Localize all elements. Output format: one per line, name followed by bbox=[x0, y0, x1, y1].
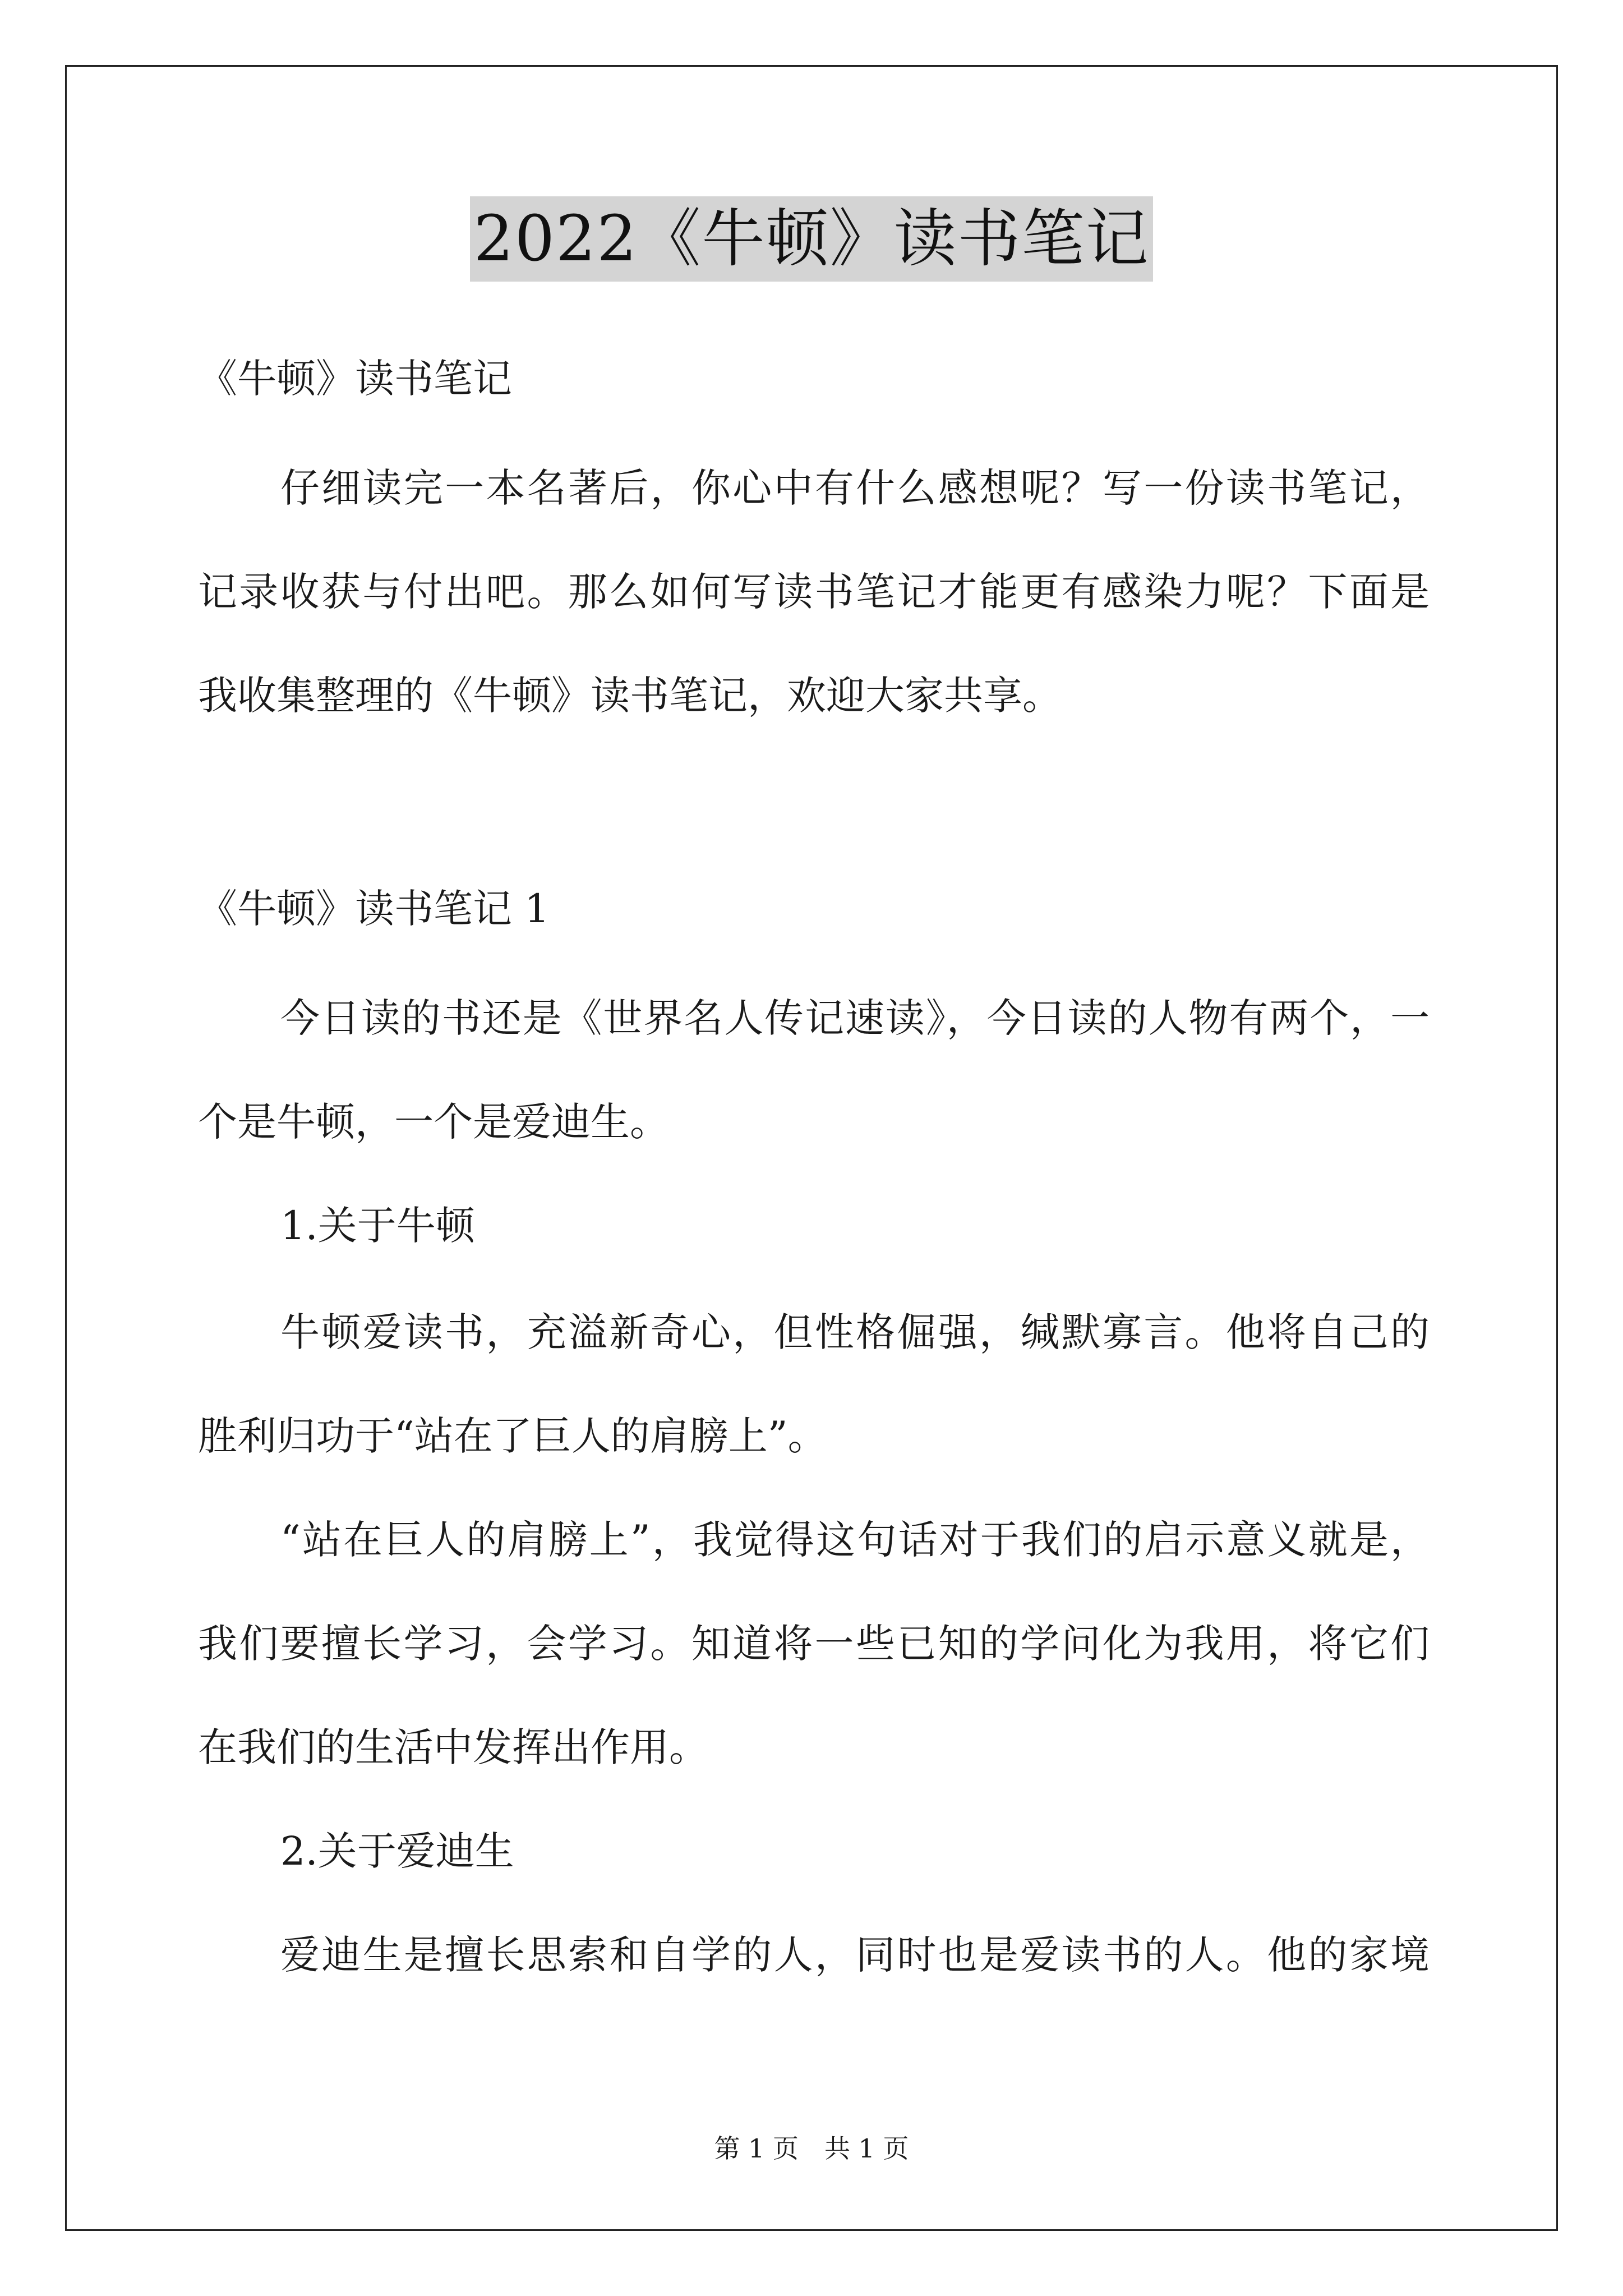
intro-heading: 《牛顿》读书笔记 bbox=[198, 356, 512, 402]
subheading-newton: 1.关于牛顿 bbox=[280, 1203, 475, 1249]
giants-paragraph-line-3: 在我们的生活中发挥出作用。 bbox=[198, 1724, 708, 1770]
intro-paragraph-line-3: 我收集整理的《牛顿》读书笔记，欢迎大家共享。 bbox=[198, 673, 1062, 719]
section-1-heading: 《牛顿》读书笔记 1 bbox=[198, 886, 550, 932]
section-1-paragraph-1-line-1: 今日读的书还是《世界名人传记速读》，今日读的人物有两个，一 bbox=[280, 995, 1430, 1041]
newton-paragraph-line-2: 胜利归功于“站在了巨人的肩膀上”。 bbox=[198, 1413, 827, 1459]
edison-paragraph-line-1: 爱迪生是擅长思索和自学的人，同时也是爱读书的人。他的家境 bbox=[280, 1932, 1430, 1978]
section-1-paragraph-1-line-2: 个是牛顿，一个是爱迪生。 bbox=[198, 1099, 669, 1145]
document-title: 2022《牛顿》读书笔记 bbox=[470, 196, 1152, 282]
subheading-edison: 2.关于爱迪生 bbox=[280, 1828, 514, 1874]
newton-paragraph-line-1: 牛顿爱读书，充溢新奇心，但性格倔强，缄默寡言。他将自己的 bbox=[280, 1309, 1430, 1355]
giants-paragraph-line-1: “站在巨人的肩膀上”，我觉得这句话对于我们的启示意义就是， bbox=[280, 1517, 1430, 1563]
intro-paragraph-line-1: 仔细读完一本名著后，你心中有什么感想呢？写一份读书笔记， bbox=[280, 465, 1430, 511]
intro-paragraph-line-2: 记录收获与付出吧。那么如何写读书笔记才能更有感染力呢？下面是 bbox=[198, 569, 1430, 615]
page-footer: 第 1 页 共 1 页 bbox=[714, 2133, 909, 2164]
giants-paragraph-line-2: 我们要擅长学习，会学习。知道将一些已知的学问化为我用，将它们 bbox=[198, 1621, 1430, 1667]
title-container bbox=[0, 196, 1623, 282]
